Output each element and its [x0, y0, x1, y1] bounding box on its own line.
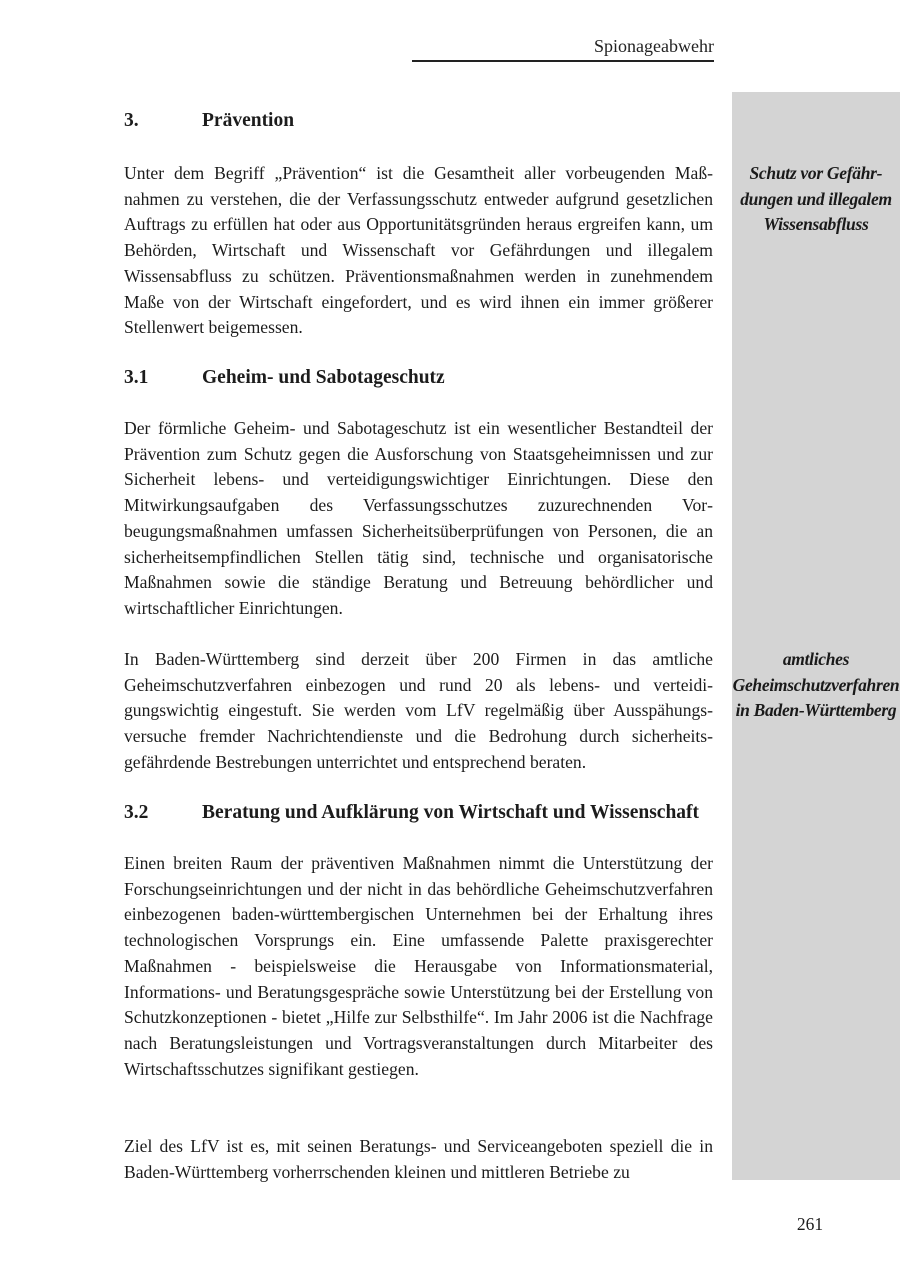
margin-note-protection: Schutz vor Gefährdungen und illegalem Wissensabfluss	[740, 163, 892, 235]
section-number: 3.2	[124, 802, 149, 823]
margin-note-band	[732, 92, 900, 1180]
section-title: Geheim- und Sabotageschutz	[202, 367, 445, 388]
paragraph-consulting: Einen breiten Raum der präventiven Maßnahmen nimmt die Unterstützung der Forschungseinrichtungen und der nicht in das behördliche Geheimschutzverfahren einbezogenen baden-württembergischen Unternehmen bei der Erhaltung ihres technologischen Vorsprungs ein. Eine umfassende Palette praxisgerechter Maßnahmen - beispielsweise die Herausgabe von Informationsmaterial, Informations- und Beratungsgespräche sowie Unterstützung bei der Erstellung von Schutzkonzeptionen - bietet „Hilfe zur Selbsthilfe“. Im Jahr 2006 ist die Nachfrage nach Beratungsleistungen und Vortragsveranstaltungen durch Mitarbeiter des Wirtschaftsschutzes signifikant gestiegen.	[124, 853, 713, 1079]
page-number: 261	[796, 1214, 824, 1234]
section-number: 3.	[124, 110, 139, 131]
paragraph-secrecy-protection: Der förmliche Geheim- und Sabotageschutz ist ein wesentlicher Bestandteil der Prävention zum Schutz gegen die Ausforschung von Staatsgeheimnissen und zur Sicherheit lebens- und verteidigungswichtiger Einrichtungen. Diese den Mitwirkungsaufgaben des Verfassungsschutzes zuzurechnenden Vorbeugungsmaßnahmen umfassen Sicherheitsüberprüfungen von Personen, die an sicherheitsempfindlichen Stellen tätig sind, technische und organisatorische Maßnahmen sowie die ständige Beratung und Betreuung behördlicher und wirtschaftlicher Einrichtungen.	[124, 418, 713, 618]
section-title: Prävention	[202, 110, 295, 131]
paragraph-prevention: Unter dem Begriff „Prävention“ ist die Gesamtheit aller vorbeugenden Maßnahmen zu verstehen, die der Verfassungsschutz entweder aufgrund gesetzlichen Auftrags zu erfüllen hat oder aus Opportunitätsgründen heraus ergreifen kann, um Behörden, Wirtschaft und Wissenschaft vor Gefährdungen und illegalem Wissensabfluss zu schützen. Präventionsmaßnahmen werden in zunehmendem Maße von der Wirtschaft eingefordert, und es wird ihnen ein immer größerer Stellenwert beigemessen.	[124, 163, 713, 338]
margin-note-secrecy-procedure: amtliches Geheimschutzverfahren in Baden-Württemberg	[732, 649, 900, 721]
header-rule	[412, 60, 714, 62]
section-title: Beratung und Aufklärung von Wirtschaft und Wissenschaft	[202, 802, 700, 823]
section-number: 3.1	[124, 367, 149, 388]
paragraph-baden-wuerttemberg-firms: In Baden-Württemberg sind derzeit über 200 Firmen in das amtliche Geheimschutzverfahren einbezogen und rund 20 als lebens- und verteidigungswichtig eingestuft. Sie werden vom LfV regelmäßig über Ausspähungsversuche fremder Nachrichtendienste und die Bedrohung durch sicherheitsgefährdende Bestrebungen unterrichtet und entsprechend beraten.	[124, 649, 713, 772]
running-head: Spionageabwehr	[594, 36, 714, 56]
paragraph-goal: Ziel des LfV ist es, mit seinen Beratungs- und Serviceangeboten speziell die in Baden-Württemberg vorherrschenden kleinen und mittleren Betriebe zu	[124, 1136, 713, 1182]
